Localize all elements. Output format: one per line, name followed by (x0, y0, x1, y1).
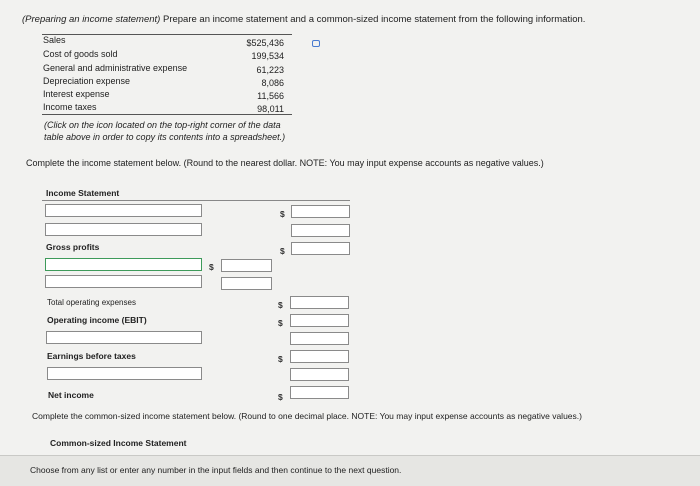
data-row-value: $525,436 (246, 38, 284, 48)
footer-bar (0, 455, 700, 486)
amount-input-4[interactable] (290, 368, 349, 381)
total-operating-expenses-input[interactable] (290, 296, 349, 309)
copy-icon[interactable] (312, 40, 320, 47)
data-row-label: Depreciation expense (43, 76, 131, 86)
line-item-select-2[interactable] (45, 223, 202, 236)
data-row-value: 98,011 (257, 104, 284, 114)
question-intro-text: Prepare an income statement and a common-sized income statement from the following information. (160, 14, 586, 25)
gross-profits-label: Gross profits (46, 242, 100, 252)
gross-profits-input[interactable] (291, 242, 350, 255)
instruction-income-statement: Complete the income statement below. (Round to the nearest dollar. NOTE: You may input expense accounts as negative values.) (26, 158, 544, 168)
currency-symbol: $ (278, 300, 283, 310)
currency-symbol: $ (278, 392, 283, 402)
operating-expense-input-2[interactable] (221, 277, 272, 290)
earnings-before-taxes-label: Earnings before taxes (47, 351, 136, 361)
table-note-line1: (Click on the icon located on the top-right corner of the data (44, 120, 281, 130)
operating-income-label: Operating income (EBIT) (47, 315, 147, 325)
data-row-label: Interest expense (43, 89, 110, 99)
statement-title-rule (42, 200, 350, 201)
income-statement-title: Income Statement (46, 188, 120, 198)
operating-expense-select-2[interactable] (45, 275, 202, 288)
currency-symbol: $ (280, 246, 285, 256)
amount-input-1[interactable] (291, 205, 350, 218)
question-intro (22, 14, 585, 25)
data-row-label: General and administrative expense (43, 63, 188, 73)
line-item-select-3[interactable] (46, 331, 202, 344)
operating-income-input[interactable] (290, 314, 349, 327)
data-row-value: 8,086 (261, 78, 284, 88)
earnings-before-taxes-input[interactable] (290, 350, 349, 363)
net-income-label: Net income (48, 390, 94, 400)
data-row-value: 11,566 (257, 91, 284, 101)
table-top-rule (42, 34, 292, 35)
net-income-input[interactable] (290, 386, 349, 399)
operating-expense-select-1[interactable] (45, 258, 202, 271)
currency-symbol: $ (278, 318, 283, 328)
amount-input-3[interactable] (290, 332, 349, 345)
line-item-select-1[interactable] (45, 204, 202, 217)
common-sized-title: Common-sized Income Statement (50, 438, 187, 448)
question-intro-prefix: (Preparing an income statement) (22, 14, 161, 25)
data-row-value: 199,534 (251, 51, 284, 61)
data-row-value: 61,223 (256, 65, 284, 75)
data-row-label: Sales (43, 35, 66, 45)
instruction-common-sized: Complete the common-sized income statement below. (Round to one decimal place. NOTE: You may input expense accounts as negative values.) (32, 411, 582, 421)
currency-symbol: $ (209, 262, 214, 272)
footer-instruction: Choose from any list or enter any number in the input fields and then continue to the next question. (30, 465, 402, 475)
data-row-label: Cost of goods sold (43, 49, 118, 59)
line-item-select-4[interactable] (47, 367, 202, 380)
currency-symbol: $ (278, 354, 283, 364)
operating-expense-input-1[interactable] (221, 259, 272, 272)
table-note-line2: table above in order to copy its contents into a spreadsheet.) (44, 132, 286, 142)
currency-symbol: $ (280, 209, 285, 219)
table-bottom-rule (42, 114, 292, 115)
amount-input-2[interactable] (291, 224, 350, 237)
data-row-label: Income taxes (43, 102, 97, 112)
total-operating-expenses-label: Total operating expenses (47, 298, 136, 307)
